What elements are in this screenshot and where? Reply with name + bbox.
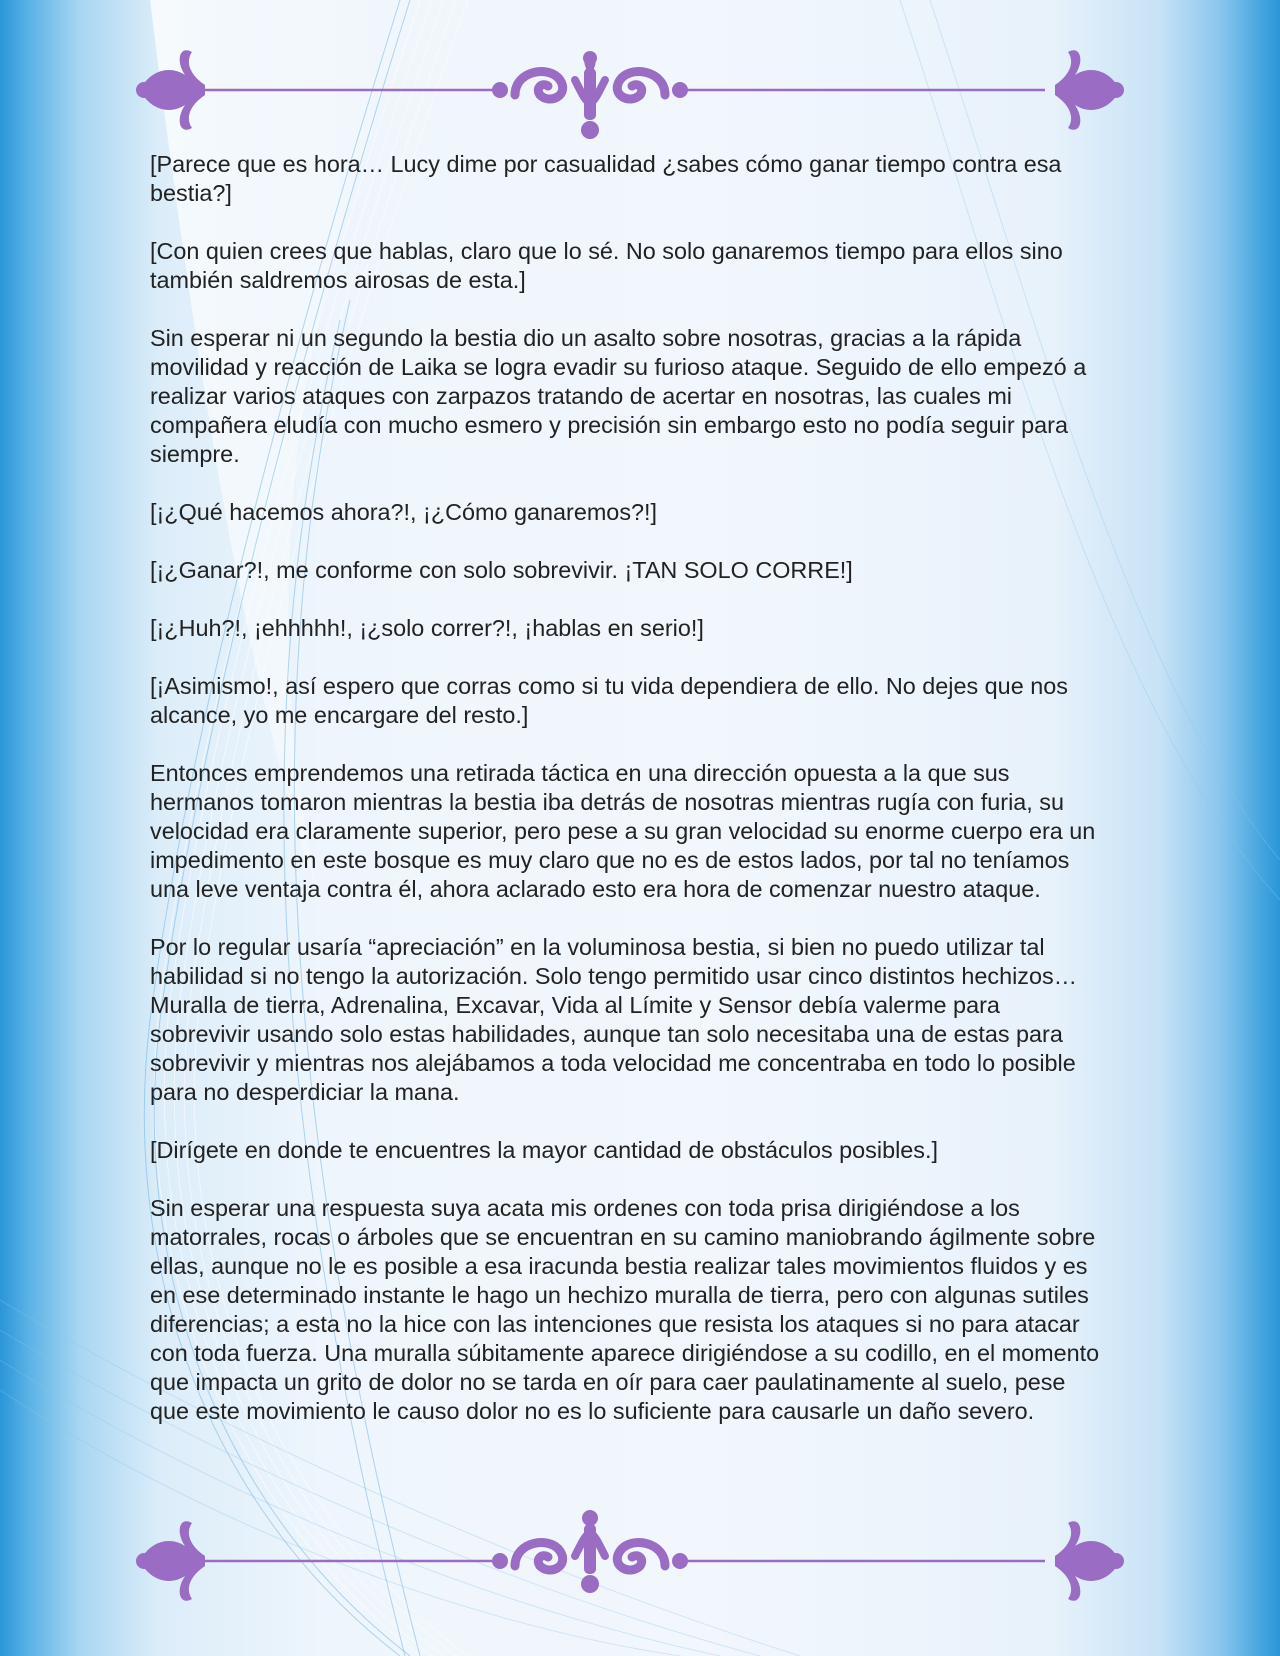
- paragraph: Por lo regular usaría “apreciación” en la voluminosa bestia, si bien no puedo utilizar tal habilidad si no tengo la autorización. Solo tengo permitido usar cinco distintos hechizos… Muralla de tierra, Adrenalina, Excavar, Vida al Límite y Sensor debía valerme para sobrevivir usando solo estas habilidades, aunque tan solo necesitaba una de estas para sobrevivir y mientras nos alejábamos a toda velocidad me concentraba en todo lo posible para no desperdiciar la mana.: [150, 934, 1078, 1105]
- paragraph: Sin esperar una respuesta suya acata mis ordenes con toda prisa dirigiéndose a los matorrales, rocas o árboles que se encuentran en su camino maniobrando ágilmente sobre ellas, aunque no le es posible a esa iracunda bestia realizar tales movimientos fluidos y es en ese determinado instante le hago un hechizo muralla de tierra, pero con algunas sutiles diferencias; a esta no la hice con las intenciones que resista los ataques si no para atacar con toda fuerza. Una muralla súbitamente aparece dirigiéndose a su codillo, en el momento que impacta un grito de dolor no se tarda en oír para caer paulatinamente al suelo, pese que este movimiento le causo dolor no es lo suficiente para causarle un daño severo.: [150, 1195, 1100, 1424]
- paragraph: [Con quien crees que hablas, claro que lo sé. No solo ganaremos tiempo para ellos sino también saldremos airosas de esta.]: [150, 238, 1063, 293]
- ornament-divider-icon: [130, 40, 1130, 150]
- paragraph: [Dirígete en donde te encuentres la mayor cantidad de obstáculos posibles.]: [150, 1137, 938, 1163]
- paragraph: [¡¿Qué hacemos ahora?!, ¡¿Cómo ganaremos?!]: [150, 499, 658, 525]
- paragraph: Sin esperar ni un segundo la bestia dio un asalto sobre nosotras, gracias a la rápida movilidad y reacción de Laika se logra evadir su furioso ataque. Seguido de ello empezó a realizar varios ataques con zarpazos tratando de acertar en nosotras, las cuales mi compañera eludía con mucho esmero y precisión sin embargo esto no podía seguir para siempre.: [150, 325, 1087, 467]
- paragraph: [Parece que es hora… Lucy dime por casualidad ¿sabes cómo ganar tiempo contra esa bestia?]: [150, 151, 1062, 206]
- paragraph: [¡¿Huh?!, ¡ehhhhh!, ¡¿solo correr?!, ¡hablas en serio!]: [150, 615, 704, 641]
- paragraph: Entonces emprendemos una retirada táctica en una dirección opuesta a la que sus hermanos tomaron mientras la bestia iba detrás de nosotras mientras rugía con furia, su velocidad era claramente superior, pero pese a su gran velocidad su enorme cuerpo era un impedimento en este bosque es muy claro que no es de estos lados, por tal no teníamos una leve ventaja contra él, ahora aclarado esto era hora de comenzar nuestro ataque.: [150, 760, 1096, 902]
- paragraph: [¡Asimismo!, así espero que corras como si tu vida dependiera de ello. No dejes que nos alcance, yo me encargare del resto.]: [150, 673, 1068, 728]
- ornament-divider-icon: [130, 1506, 1130, 1616]
- paragraph: [¡¿Ganar?!, me conforme con solo sobrevivir. ¡TAN SOLO CORRE!]: [150, 557, 853, 583]
- document-body: [150, 150, 1100, 1455]
